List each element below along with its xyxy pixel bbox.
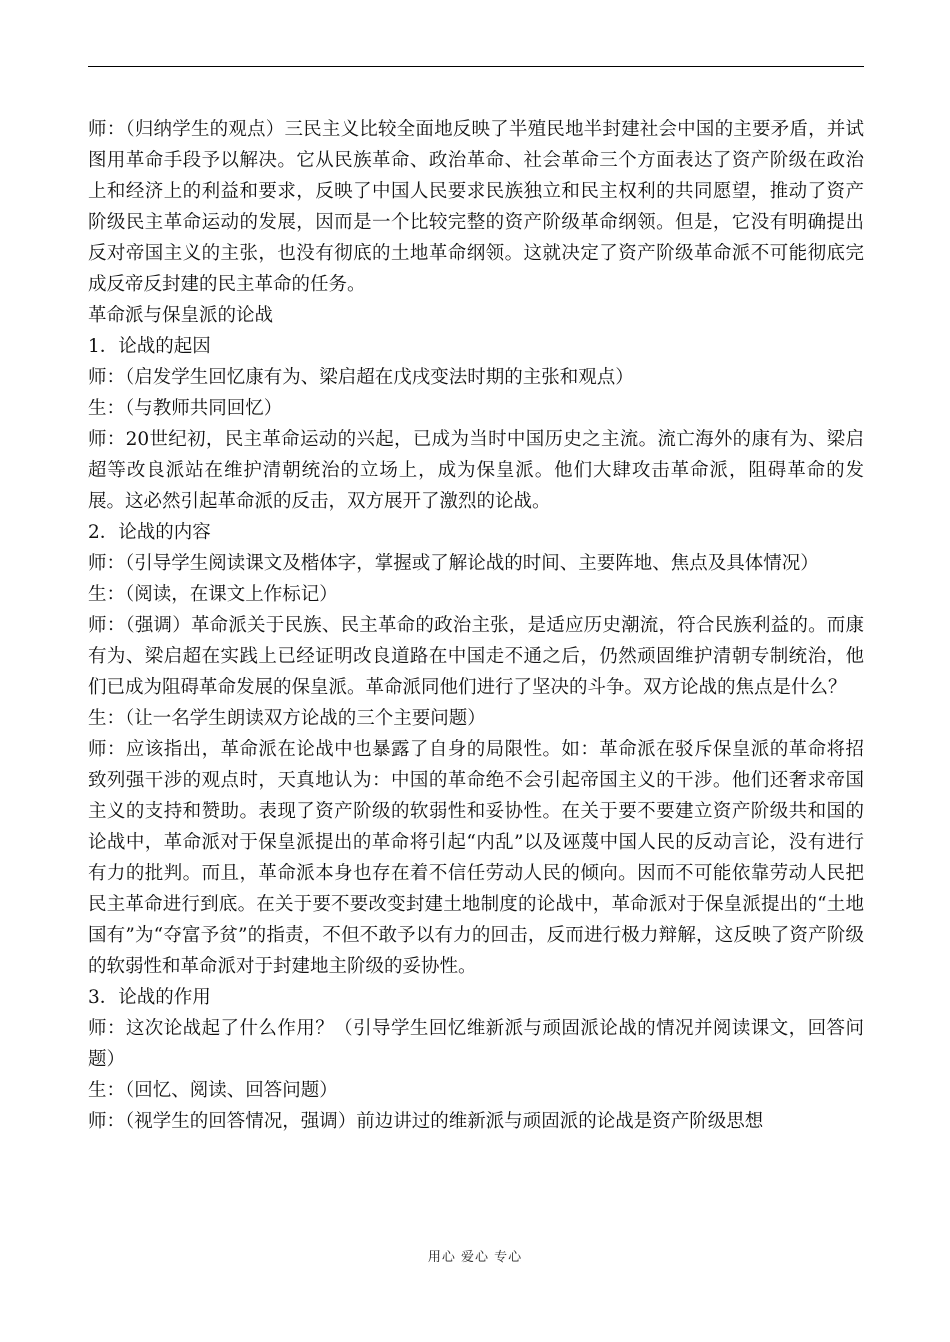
paragraph-teacher: 师：20世纪初，民主革命运动的兴起，已成为当时中国历史之主流。流亡海外的康有为、梁启超等改良派站在维护清朝统治的立场上，成为保皇派。他们大肆攻击革命派，阻碍革命的发展。这必然引起革命派的反击，双方展开了激烈的论战。: [88, 429, 864, 512]
subsection-heading-content: 2．论战的内容: [88, 522, 211, 543]
page-footer: 用心 爱心 专心: [427, 1250, 523, 1265]
header-rule: [88, 66, 864, 67]
paragraph-teacher: 师：（引导学生阅读课文及楷体字，掌握或了解论战的时间、主要阵地、焦点及具体情况）: [88, 553, 819, 574]
paragraph-student: 生：（回忆、阅读、回答问题）: [88, 1080, 338, 1101]
paragraph-student: 生：（与教师共同回忆）: [88, 398, 283, 419]
paragraph-teacher: 师：应该指出，革命派在论战中也暴露了自身的局限性。如：革命派在驳斥保皇派的革命将招致列强干涉的观点时，天真地认为：中国的革命绝不会引起帝国主义的干涉。他们还奢求帝国主义的支持和赞助。表现了资产阶级的软弱性和妥协性。在关于要不要建立资产阶级共和国的论战中，革命派对于保皇派提出的革命将引起“内乱”以及诬蔑中国人民的反动言论，没有进行有力的批判。而且，革命派本身也存在着不信任劳动人民的倾向。因而不可能依靠劳动人民把民主革命进行到底。在关于要不要改变封建土地制度的论战中，革命派对于保皇派提出的“土地国有”为“夺富予贫”的指责，不但不敢予以有力的回击，反而进行极力辩解，这反映了资产阶级的软弱性和革命派对于封建地主阶级的妥协性。: [88, 739, 864, 977]
paragraph-student: 生：（阅读，在课文上作标记）: [88, 584, 338, 605]
section-heading: 革命派与保皇派的论战: [88, 305, 274, 326]
paragraph-student: 生：（让一名学生朗读双方论战的三个主要问题）: [88, 708, 486, 729]
paragraph-teacher: 师：（强调）革命派关于民族、民主革命的政治主张，是适应历史潮流，符合民族利益的。而康有为、梁启超在实践上已经证明改良道路在中国走不通之后，仍然顽固维护清朝专制统治，他们已成为阻碍革命发展的保皇派。革命派同他们进行了坚决的斗争。双方论战的焦点是什么？: [88, 615, 864, 698]
document-body: [88, 114, 864, 1137]
subsection-heading-effect: 3．论战的作用: [88, 987, 211, 1008]
paragraph-teacher: 师：（视学生的回答情况，强调）前边讲过的维新派与顽固派的论战是资产阶级思想: [88, 1111, 764, 1132]
subsection-heading-cause: 1．论战的起因: [88, 336, 211, 357]
paragraph-teacher: 师：这次论战起了什么作用？（引导学生回忆维新派与顽固派论战的情况并阅读课文，回答问题）: [88, 1018, 864, 1070]
paragraph-teacher: 师：（启发学生回忆康有为、梁启超在戊戌变法时期的主张和观点）: [88, 367, 634, 388]
paragraph-summary-teacher: 师：（归纳学生的观点）三民主义比较全面地反映了半殖民地半封建社会中国的主要矛盾，并试图用革命手段予以解决。它从民族革命、政治革命、社会革命三个方面表达了资产阶级在政治上和经济上的利益和要求，反映了中国人民要求民族独立和民主权利的共同愿望，推动了资产阶级民主革命运动的发展，因而是一个比较完整的资产阶级革命纲领。但是，它没有明确提出反对帝国主义的主张，也没有彻底的土地革命纲领。这就决定了资产阶级革命派不可能彻底完成反帝反封建的民主革命的任务。: [88, 119, 864, 295]
